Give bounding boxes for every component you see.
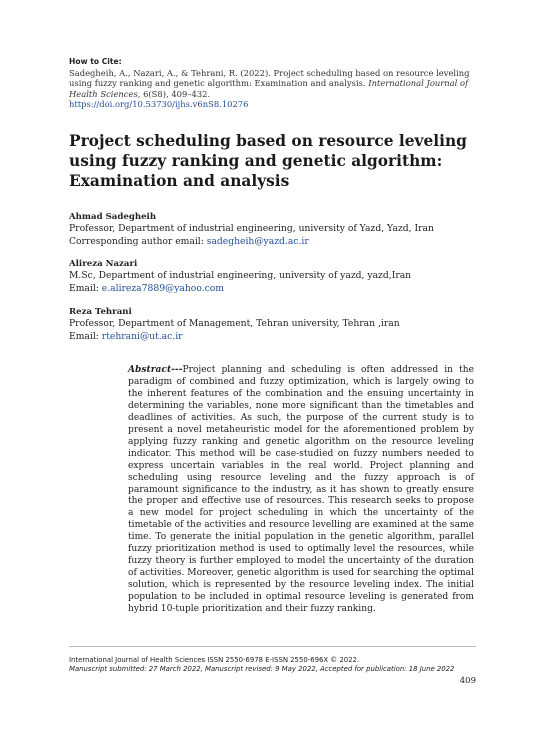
citation-doi-link[interactable]: https://doi.org/10.53730/ijhs.v6nS8.10276 bbox=[69, 99, 249, 110]
author-email-line bbox=[69, 283, 489, 295]
how-to-cite-heading: How to Cite: bbox=[69, 57, 122, 66]
author-block-3 bbox=[69, 306, 489, 343]
page-number: 409 bbox=[459, 676, 476, 686]
abstract-label: Abstract--- bbox=[128, 364, 183, 375]
footer-dates-line: Manuscript submitted: 27 March 2022, Manuscript revised: 9 May 2022, Accepted for publication: 18 June 2022 bbox=[69, 665, 455, 674]
footer-divider bbox=[69, 646, 476, 647]
citation-journal: International Journal of Health Sciences bbox=[69, 78, 469, 99]
author-block-1 bbox=[69, 211, 489, 248]
author-email-line bbox=[69, 331, 489, 343]
author-affiliation: M.Sc, Department of industrial engineering, university of yazd, yazd,Iran bbox=[69, 270, 412, 282]
author-email-line bbox=[69, 236, 489, 248]
footer-journal-line: International Journal of Health Sciences ISSN 2550-6978 E-ISSN 2550-696X © 2022. bbox=[69, 656, 360, 664]
email-label: Email: bbox=[69, 330, 99, 342]
author-affiliation: Professor, Department of industrial engineering, university of Yazd, Yazd, Iran bbox=[69, 223, 434, 235]
paper-title: Project scheduling based on resource leveling using fuzzy ranking and genetic algorithm: Examination and analysis bbox=[69, 132, 467, 190]
author-block-2 bbox=[69, 258, 489, 295]
email-label: Corresponding author email: bbox=[69, 235, 204, 247]
how-to-cite-block bbox=[69, 57, 479, 110]
abstract bbox=[128, 364, 474, 616]
abstract-text: Project planning and scheduling is often addressed in the paradigm of combined and fuzzy optimization, which is largely owing to the inherent features of the combination and the ensuing uncertainty in determining the variables, none more significant than the timetables and deadlines of activities. As such, the purpose of the current study is to present a novel metaheuristic model for the aforementioned problem by applying fuzzy ranking and genetic algorithm on the resource leveling indicator. This method will be case-studied on fuzzy numbers needed to express uncertain variables in the real world. Project planning and scheduling using resource leveling and the fuzzy approach is of paramount significance to the industry, as it has shown to greatly ensure the proper and effective use of resources. This research seeks to propose a new model for project scheduling in which the uncertainty of the timetable of the activities and resource levelling are examined at the same time. To generate the initial population in the genetic algorithm, parallel fuzzy prioritization method is used to optimally level the resources, while fuzzy theory is further employed to model the uncertainty of the duration of activities. Moreover, genetic algorithm is used for searching the optimal solution, which is represented by the resource leveling index. The initial population to be included in optimal resource leveling is generated from hybrid 10-tuple prioritization and their fuzzy ranking. bbox=[128, 365, 474, 615]
author-name: Ahmad Sadegheih bbox=[69, 212, 157, 222]
author-email-link[interactable]: rtehrani@ut.ac.ir bbox=[101, 330, 183, 342]
citation-text bbox=[69, 68, 479, 110]
footer bbox=[69, 656, 479, 675]
citation-authors: Sadegheih, A., Nazari, A., & Tehrani, R. (2022). Project scheduling based on resource leveling using fuzzy ranking and genetic algorithm: Examination and analysis. bbox=[69, 67, 470, 89]
author-name: Reza Tehrani bbox=[69, 307, 132, 317]
citation-volume: , 6(S8), 409–432. bbox=[137, 88, 211, 99]
email-label: Email: bbox=[69, 282, 99, 294]
author-name: Alireza Nazari bbox=[69, 259, 138, 269]
author-email-link[interactable]: sadegheih@yazd.ac.ir bbox=[206, 235, 309, 247]
author-email-link[interactable]: e.alireza7889@yahoo.com bbox=[101, 282, 225, 294]
author-affiliation: Professor, Department of Management, Tehran university, Tehran ,iran bbox=[69, 318, 400, 330]
